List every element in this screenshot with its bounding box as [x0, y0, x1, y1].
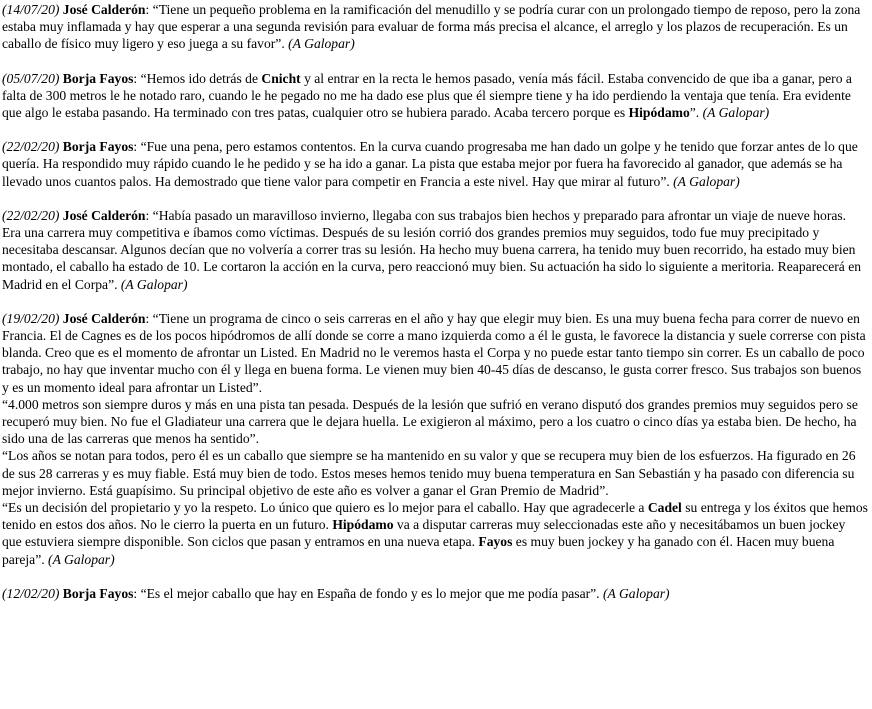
quote-paragraph [2, 585, 868, 602]
quote-paragraph [2, 447, 868, 499]
quote-date: (12/02/20) [2, 585, 60, 601]
quote-paragraph [2, 70, 868, 122]
quote-entry [2, 138, 868, 190]
quote-text: : “Tiene un programa de cinco o seis carreras en el año y hay que elegir muy bien. Es una muy buena fecha para correr de nuevo en Francia. El de Cagnes es de los pocos hipódromos de allí donde se corre a mano izquierda como a él le gusta, le favorece la distancia y suele correrse con pista blanda. Creo que es el momento de afrontar un Listed. En Madrid no le veremos hasta el Corpa y no puede estar tanto tiempo sin correr. Es un caballo de poco trabajo, no hay que inventar mucho con él y llega en buena forma. Le vienen muy bien 40-45 días de descanso, le gusta correr fresco. Sus trabajos son buenos y es un momento ideal para afrontar un Listed”. [2, 310, 866, 395]
source-label: (A Galopar) [120, 276, 188, 292]
quote-text: “Es un decisión del propietario y yo la respeto. Lo único que quiero es lo mejor para el caballo. Hay que agradecerle a [2, 500, 648, 516]
quote-entry [2, 585, 868, 602]
quote-speaker: José Calderón [62, 2, 146, 17]
quote-entry [2, 207, 868, 293]
quote-text: “Los años se notan para todos, pero él es un caballo que siempre se ha mantenido en su valor y que se recupera muy bien de los esfuerzos. Ha figurado en 26 de sus 28 carreras y es muy fiable. Está muy bien de todo. Estos meses hemos tenido muy buena temperatura en San Sebastián y ha pasado con diferencia su mejor invierno. Está guapísimo. Su principal objetivo de este año es volver a ganar el Gran Premio de Madrid”. [2, 448, 856, 498]
quote-date: (19/02/20) [2, 310, 60, 326]
quote-paragraph [2, 396, 868, 448]
horse-name: Cadel [647, 500, 682, 516]
source-label: (A Galopar) [48, 551, 115, 567]
quote-text: : “Tiene un pequeño problema en la ramificación del menudillo y se podría curar con un prolongado tiempo de reposo, pero la zona estaba muy inflamada y hay que esperar a una segunda revisión para evaluar de forma más precisa el alcance, el arreglo y los plazos de recuperación. Es un caballo de físico muy ligero y eso juega a su favor”. [2, 2, 861, 52]
quote-text: y al entrar en la recta le hemos pasado, venía más fácil. Estaba convencido de que iba a ganar, pero a falta de 300 metros le he notado raro, cuando le he pegado no me ha dado ese plus que él siempre tiene y ha ido perdiendo la ventaja que tenía. Era evidente que algo le estaba pasando. Ha terminado con tres patas, cualquier otro se hubiera parado. Acaba tercero porque es [2, 70, 852, 121]
quote-date: (22/02/20) [2, 139, 60, 155]
horse-name: Cnicht [261, 70, 301, 86]
horse-name: Hipódamo [332, 517, 394, 533]
horse-name: Fayos [478, 534, 513, 550]
source-label: (A Galopar) [702, 105, 770, 121]
quote-entry [2, 1, 868, 53]
source-label: (A Galopar) [602, 585, 670, 601]
quote-text: : “Fue una pena, pero estamos contentos. En la curva cuando progresaba me han dado un golpe y he tenido que forzar antes de lo que quería. Ha respondido muy rápido cuando le he pedido y se ha ido a ganar. La pista que estaba mejor por fuera ha favorecido al ganador, que además se ha llevado unos cuantos palos. Ha demostrado que tiene valor para competir en Francia a este nivel. Hay que mirar al futuro”. [2, 139, 858, 189]
quote-speaker: Borja Fayos [62, 585, 134, 601]
quote-text: : “Hemos ido detrás de [133, 70, 262, 86]
quote-text: “4.000 metros son siempre duros y más en una pista tan pesada. Después de la lesión que sufrió en verano disputó dos grandes premios muy seguidos pero se recuperó muy bien. No fue el Gladiateur una carrera que le dejara huella. Le exigieron al máximo, pero a los cuatro o cinco días ya estaba bien. De hecho, ha sido una de las carreras que menos ha sentido”. [2, 396, 858, 447]
quote-paragraph [2, 499, 868, 568]
quote-paragraph [2, 1, 868, 53]
quote-speaker: Borja Fayos [62, 70, 134, 86]
quote-entry [2, 310, 868, 568]
quote-date: (14/07/20) [2, 2, 60, 17]
quote-text: ”. [689, 105, 703, 121]
horse-name: Hipódamo [628, 105, 690, 121]
quote-speaker: Borja Fayos [62, 139, 134, 155]
quote-speaker: José Calderón [62, 310, 146, 326]
quote-entry [2, 70, 868, 122]
quote-text: : “Es el mejor caballo que hay en España de fondo y es lo mejor que me podía pasar”. [133, 585, 603, 601]
quote-paragraph [2, 138, 868, 190]
quote-paragraph [2, 207, 868, 293]
quote-text: su entrega y los éxitos que hemos tenido en estos dos años. No le cierro la puerta en un futuro. [2, 500, 868, 533]
quote-date: (05/07/20) [2, 70, 60, 86]
quote-text: va a disputar carreras muy seleccionadas este año y necesitábamos un buen jockey que estuviera siempre disponible. Son ciclos que pasan y entramos en una nueva etapa. [2, 517, 846, 550]
quote-date: (22/02/20) [2, 207, 60, 223]
quote-text: : “Había pasado un maravilloso invierno, llegaba con sus trabajos bien hechos y preparado para afrontar un viaje de nueve horas. Era una carrera muy competitiva e íbamos como víctimas. Después de su lesión corrió dos grandes premios muy seguidos, todo fue muy precipitado y necesitaba descansar. Algunos decían que no volvería a correr tras su lesión. Ha hecho muy buena carrera, ha tenido muy buen recorrido, ha estado muy bien montado, el caballo ha estado de 10. Le cortaron la acción en la curva, pero reaccionó muy bien. Su actuación ha sido lo siguiente a meritoria. Reaparecerá en Madrid en el Corpa”. [2, 207, 862, 292]
source-label: (A Galopar) [673, 173, 740, 189]
quote-text: es muy buen jockey y ha ganado con él. Hacen muy buena pareja”. [2, 534, 835, 567]
quote-paragraph [2, 310, 868, 396]
quote-speaker: José Calderón [62, 207, 146, 223]
source-label: (A Galopar) [288, 36, 355, 52]
